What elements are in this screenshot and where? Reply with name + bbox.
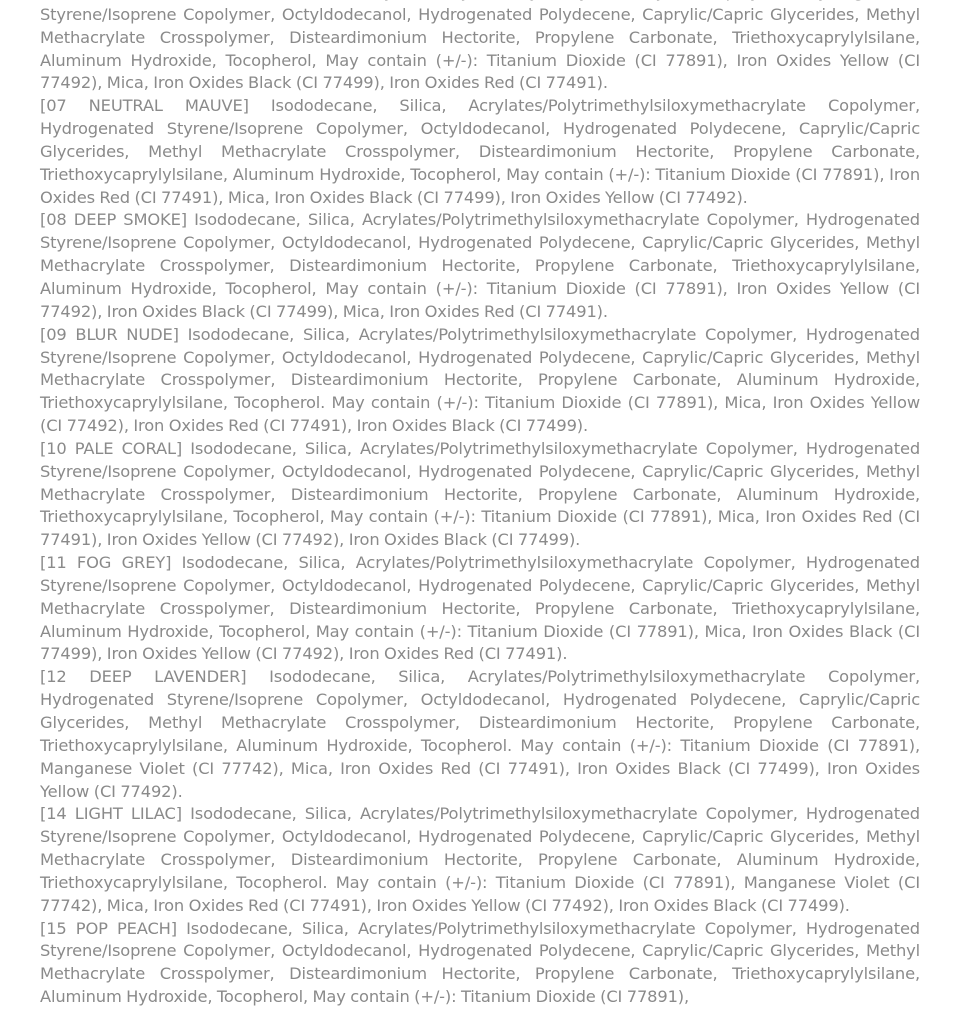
ingredient-paragraph-07-neutral-mauve: [07 NEUTRAL MAUVE] Isododecane, Silica, Acrylates/Polytrimethylsiloxymethacrylate Copolymer, Hydrogenated Styrene/Isoprene Copolymer, Octyldodecanol, Hydrogenated Polydecene, Caprylic/Capric Glycerides, Methyl Methacrylate Crosspolymer, Disteardimonium Hectorite, Propylene Carbonate, Triethoxycaprylylsilane, Aluminum Hydroxide, Tocopherol, May contain (+/-): Titanium Dioxide (CI 77891), Iron Oxides Red (CI 77491), Mica, Iron Oxides Black (CI 77499), Iron Oxides Yellow (CI 77492). — [40, 96, 920, 207]
ingredients-list — [40, 0, 920, 1009]
ingredient-paragraph-14-light-lilac: [14 LIGHT LILAC] Isododecane, Silica, Acrylates/Polytrimethylsiloxymethacrylate Copolymer, Hydrogenated Styrene/Isoprene Copolymer, Octyldodecanol, Hydrogenated Polydecene, Caprylic/Capric Glycerides, Methyl Methacrylate Crosspolymer, Disteardimonium Hectorite, Propylene Carbonate, Aluminum Hydroxide, Triethoxycaprylylsilane, Tocopherol. May contain (+/-): Titanium Dioxide (CI 77891), Manganese Violet (CI 77742), Mica, Iron Oxides Red (CI 77491), Iron Oxides Yellow (CI 77492), Iron Oxides Black (CI 77499). — [40, 804, 920, 915]
ingredient-paragraph-10-pale-coral: [10 PALE CORAL] Isododecane, Silica, Acrylates/Polytrimethylsiloxymethacrylate Copolymer, Hydrogenated Styrene/Isoprene Copolymer, Octyldodecanol, Hydrogenated Polydecene, Caprylic/Capric Glycerides, Methyl Methacrylate Crosspolymer, Disteardimonium Hectorite, Propylene Carbonate, Aluminum Hydroxide, Triethoxycaprylylsilane, Tocopherol, May contain (+/-): Titanium Dioxide (CI 77891), Mica, Iron Oxides Red (CI 77491), Iron Oxides Yellow (CI 77492), Iron Oxides Black (CI 77499). — [40, 438, 920, 550]
ingredient-paragraph-15-pop-peach: [15 POP PEACH] Isododecane, Silica, Acrylates/Polytrimethylsiloxymethacrylate Copolymer, Hydrogenated Styrene/Isoprene Copolymer, Octyldodecanol, Hydrogenated Polydecene, Caprylic/Capric Glycerides, Methyl Methacrylate Crosspolymer, Disteardimonium Hectorite, Propylene Carbonate, Triethoxycaprylylsilane, Aluminum Hydroxide, Tocopherol, May contain (+/-): Titanium Dioxide (CI 77891), — [40, 918, 920, 1007]
ingredient-paragraph-11-fog-grey: [11 FOG GREY] Isododecane, Silica, Acrylates/Polytrimethylsiloxymethacrylate Copolymer, Hydrogenated Styrene/Isoprene Copolymer, Octyldodecanol, Hydrogenated Polydecene, Caprylic/Capric Glycerides, Methyl Methacrylate Crosspolymer, Disteardimonium Hectorite, Propylene Carbonate, Triethoxycaprylylsilane, Aluminum Hydroxide, Tocopherol, May contain (+/-): Titanium Dioxide (CI 77891), Mica, Iron Oxides Black (CI 77499), Iron Oxides Yellow (CI 77492), Iron Oxides Red (CI 77491). — [40, 553, 920, 664]
ingredient-paragraph-09-blur-nude: [09 BLUR NUDE] Isododecane, Silica, Acrylates/Polytrimethylsiloxymethacrylate Copolymer, Hydrogenated Styrene/Isoprene Copolymer, Octyldodecanol, Hydrogenated Polydecene, Caprylic/Capric Glycerides, Methyl Methacrylate Crosspolymer, Disteardimonium Hectorite, Propylene Carbonate, Aluminum Hydroxide, Triethoxycaprylylsilane, Tocopherol. May contain (+/-): Titanium Dioxide (CI 77891), Mica, Iron Oxides Yellow (CI 77492), Iron Oxides Red (CI 77491), Iron Oxides Black (CI 77499). — [40, 324, 920, 436]
ingredient-paragraph-06-pink-beige: Styrene/Isoprene Copolymer, Octyldodecanol, Hydrogenated Polydecene, Caprylic/Capric Glycerides, Methyl Methacrylate Crosspolymer, Disteardimonium Hectorite, Propylene Carbonate, Triethoxycaprylylsilane, Aluminum Hydroxide, Tocopherol, May contain (+/-): Titanium Dioxide (CI 77891), Iron Oxides Yellow (CI 77492), Mica, Iron Oxides Black (CI 77499), Iron Oxides Red (CI 77491). — [40, 4, 920, 93]
ingredient-paragraph-12-deep-lavender: [12 DEEP LAVENDER] Isododecane, Silica, Acrylates/Polytrimethylsiloxymethacrylate Copolymer, Hydrogenated Styrene/Isoprene Copolymer, Octyldodecanol, Hydrogenated Polydecene, Caprylic/Capric Glycerides, Methyl Methacrylate Crosspolymer, Disteardimonium Hectorite, Propylene Carbonate, Triethoxycaprylylsilane, Aluminum Hydroxide, Tocopherol. May contain (+/-): Titanium Dioxide (CI 77891), Manganese Violet (CI 77742), Mica, Iron Oxides Red (CI 77491), Iron Oxides Black (CI 77499), Iron Oxides Yellow (CI 77492). — [40, 667, 920, 801]
ingredient-paragraph-08-deep-smoke: [08 DEEP SMOKE] Isododecane, Silica, Acrylates/Polytrimethylsiloxymethacrylate Copolymer, Hydrogenated Styrene/Isoprene Copolymer, Octyldodecanol, Hydrogenated Polydecene, Caprylic/Capric Glycerides, Methyl Methacrylate Crosspolymer, Disteardimonium Hectorite, Propylene Carbonate, Triethoxycaprylylsilane, Aluminum Hydroxide, Tocopherol, May contain (+/-): Titanium Dioxide (CI 77891), Iron Oxides Yellow (CI 77492), Iron Oxides Black (CI 77499), Mica, Iron Oxides Red (CI 77491). — [40, 210, 920, 321]
